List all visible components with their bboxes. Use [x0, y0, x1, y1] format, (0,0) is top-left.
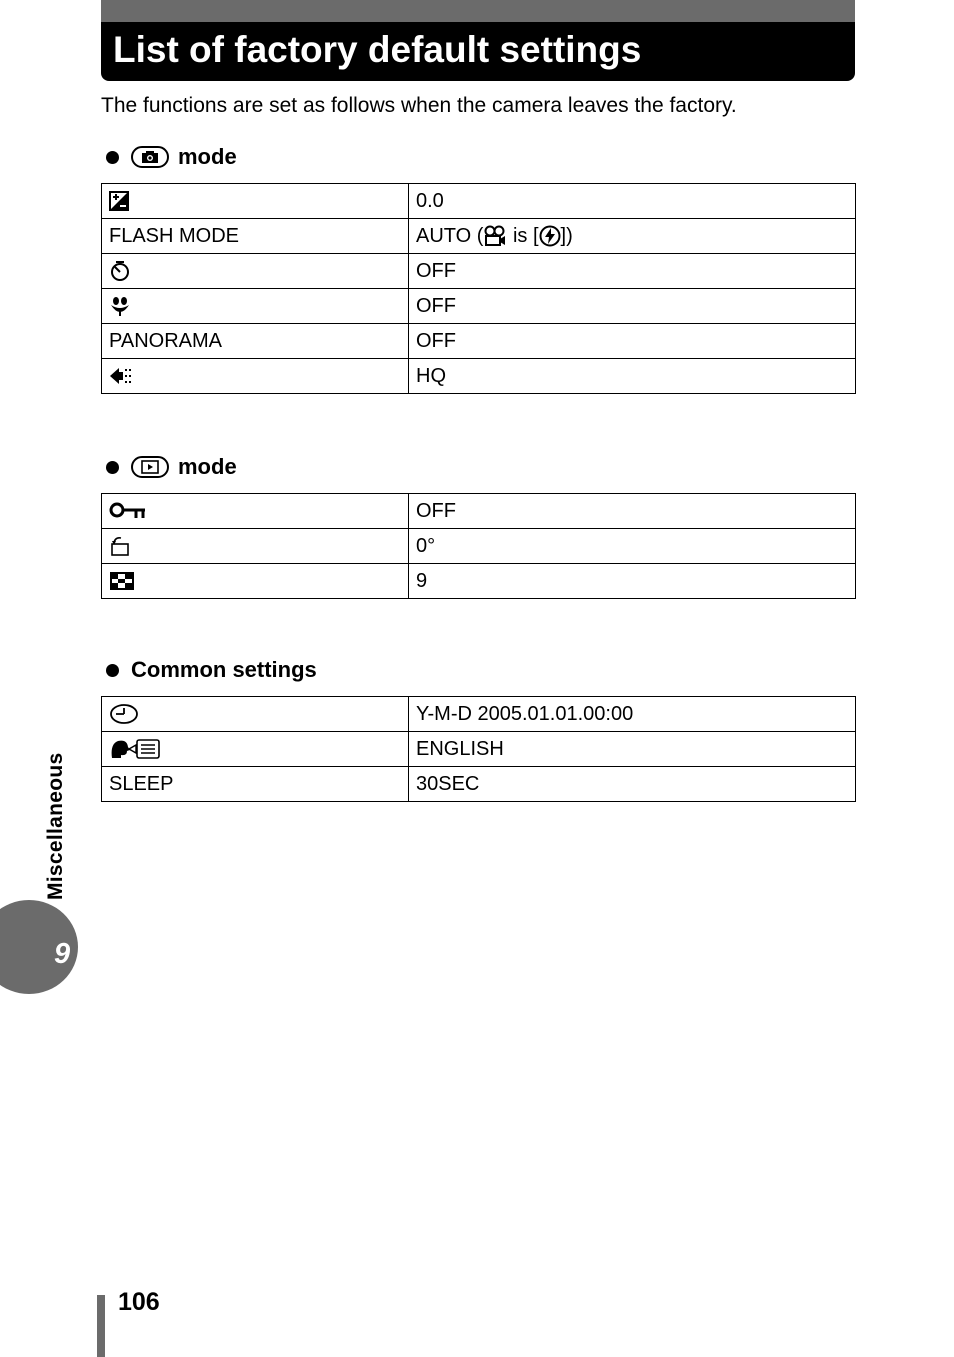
- table-value-cell: 9: [409, 564, 856, 599]
- chapter-number-badge: [0, 900, 78, 994]
- table-value-cell: 0.0: [409, 184, 856, 219]
- table-value-cell: [409, 219, 856, 254]
- table-value-cell: OFF: [409, 289, 856, 324]
- macro-icon: [109, 295, 131, 317]
- flash-off-icon: [539, 225, 561, 247]
- table-value-cell: OFF: [409, 494, 856, 529]
- table-row: [102, 359, 856, 394]
- section-heading-label: mode: [178, 144, 237, 169]
- camera-icon: [131, 146, 169, 168]
- table-row: [102, 564, 856, 599]
- playback-icon: [131, 456, 169, 478]
- section-heading-label: Common settings: [131, 657, 317, 682]
- camera-mode-table: [101, 183, 856, 394]
- table-key-cell: [102, 732, 409, 767]
- table-row: [102, 254, 856, 289]
- chapter-number: 9: [54, 938, 71, 970]
- table-value-cell: HQ: [409, 359, 856, 394]
- page-number: 106: [118, 1288, 160, 1316]
- exposure-compensation-icon: [109, 191, 129, 211]
- table-value-cell: OFF: [409, 324, 856, 359]
- bullet-icon: [106, 461, 119, 474]
- page-title-bar: [101, 0, 855, 81]
- table-key-cell: [102, 254, 409, 289]
- table-row: [102, 767, 856, 802]
- bullet-icon: [106, 151, 119, 164]
- table-key-cell: [102, 494, 409, 529]
- page-title: List of factory default settings: [113, 29, 642, 70]
- table-key-cell: [102, 359, 409, 394]
- table-key-cell: [102, 529, 409, 564]
- protect-key-icon: [109, 501, 147, 521]
- table-key-cell: [102, 184, 409, 219]
- playback-mode-table: [101, 493, 856, 599]
- clock-icon: [109, 703, 139, 725]
- table-value-cell: Y-M-D 2005.01.01.00:00: [409, 697, 856, 732]
- table-key-cell: FLASH MODE: [102, 219, 409, 254]
- movie-icon: [483, 225, 507, 247]
- chapter-side-label: Miscellaneous: [44, 752, 67, 900]
- table-row: [102, 732, 856, 767]
- table-key-cell: PANORAMA: [102, 324, 409, 359]
- table-key-cell: SLEEP: [102, 767, 409, 802]
- common-settings-table: [101, 696, 856, 802]
- table-row: [102, 219, 856, 254]
- section-heading-playback-mode: [106, 452, 237, 482]
- table-row: [102, 324, 856, 359]
- title-bar-top-strip: [101, 0, 855, 22]
- value-suffix: ]): [560, 224, 573, 247]
- rotate-icon: [109, 535, 131, 557]
- table-value-cell: ENGLISH: [409, 732, 856, 767]
- section-heading-common-settings: [106, 655, 317, 685]
- table-row: [102, 184, 856, 219]
- table-key-cell: [102, 289, 409, 324]
- bullet-icon: [106, 664, 119, 677]
- value-prefix: AUTO (: [416, 224, 484, 247]
- value-mid: is [: [507, 224, 539, 247]
- table-row: [102, 529, 856, 564]
- table-row: [102, 494, 856, 529]
- table-row: [102, 289, 856, 324]
- record-mode-icon: [109, 366, 135, 386]
- section-heading-camera-mode: [106, 142, 237, 172]
- index-grid-icon: [109, 571, 135, 591]
- table-value-cell: OFF: [409, 254, 856, 289]
- table-value-cell: 30SEC: [409, 767, 856, 802]
- self-timer-icon: [109, 260, 131, 282]
- section-heading-label: mode: [178, 454, 237, 479]
- intro-text: The functions are set as follows when the camera leaves the factory.: [101, 94, 737, 117]
- table-row: [102, 697, 856, 732]
- table-value-cell: 0°: [409, 529, 856, 564]
- table-key-cell: [102, 564, 409, 599]
- page-number-bar: [97, 1295, 105, 1357]
- language-icon: [109, 738, 161, 760]
- table-key-cell: [102, 697, 409, 732]
